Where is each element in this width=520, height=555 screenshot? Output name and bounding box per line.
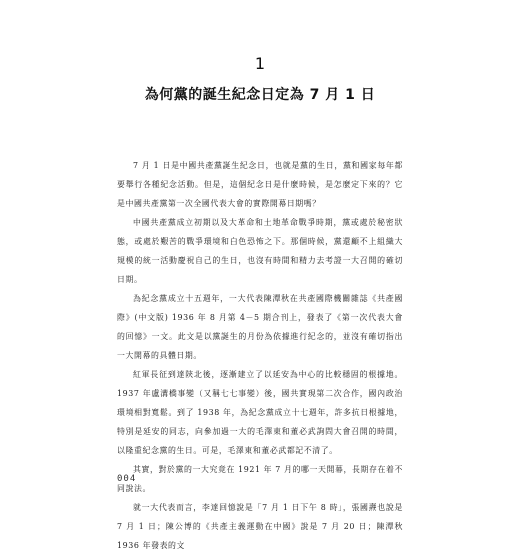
chapter-title: 為何黨的誕生紀念日定為 7 月 1 日: [144, 87, 376, 103]
paragraph: 其實，對於黨的一大究竟在 1921 年 7 月的哪一天開幕，長期存在着不同說法。: [117, 465, 403, 493]
paragraph: 就一大代表而言，李達回憶說是「7 月 1 日下午 8 時」，張國燾也說是 7 月 1 日；陳公博的《共產主義運動在中國》說是 7 月 20 日；陳潭秋 1936 年發表的文: [117, 503, 403, 550]
paragraph: 中國共產黨成立初期以及大革命和土地革命戰爭時期，黨或處於秘密狀態，或處於艱苦的戰爭環境和白色恐怖之下。那個時候，黨還顧不上組織大規模的統一活動慶祝自己的生日，也沒有時間和精力去考證一大召開的確切日期。: [117, 218, 403, 284]
paragraph: 為紀念黨成立十五週年，一大代表陳潭秋在共產國際機關雜誌《共產國際》(中文版) 1936 年 8 月第 4－5 期合刊上，發表了《第一次代表大會的回憶》一文。此文是以黨誕生的月份為依據進行紀念的，並沒有確切指出一大開幕的具體日期。: [117, 294, 403, 360]
paragraph: 7 月 1 日是中國共產黨誕生紀念日，也就是黨的生日，黨和國家每年都要舉行各種紀念活動。但是，這個紀念日是什麼時候，是怎麼定下來的？它是中國共產黨第一次全國代表大會的實際開幕日期嗎？: [117, 161, 403, 208]
page-number: 004: [117, 474, 137, 484]
chapter-number: 1: [254, 54, 266, 73]
paragraph: 紅軍長征到達陝北後，逐漸建立了以延安為中心的比較穩固的根據地。1937 年盧溝橋事變（又稱七七事變）後，國共實現第二次合作，國內政治環境相對寬鬆。到了 1938 年，為紀念黨成立十七週年，許多抗日根據地，特別是延安的同志，向參加過一大的毛澤東和董必武詢問大會召開的時間，以隆重紀念黨的生日。可是，毛澤東和董必武都記不清了。: [117, 370, 403, 455]
body-text: [117, 156, 403, 555]
